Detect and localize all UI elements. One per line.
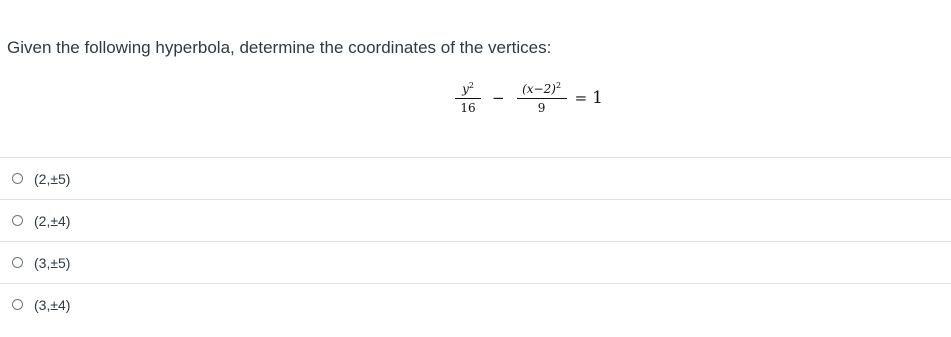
hyperbola-equation	[455, 76, 603, 120]
radio-button-icon[interactable]	[12, 173, 23, 184]
numerator-variable: y	[462, 82, 469, 96]
fraction-term-1	[455, 82, 481, 114]
answer-option-1[interactable]	[0, 157, 951, 199]
numerator-exponent: 2	[468, 81, 474, 90]
fraction-term-2-denominator: 9	[537, 101, 546, 115]
answer-option-2[interactable]	[0, 199, 951, 241]
fraction-term-2	[517, 82, 567, 114]
radio-button-icon[interactable]	[12, 257, 23, 268]
answer-option-3[interactable]	[0, 241, 951, 283]
equation-rhs: 1	[592, 88, 603, 108]
fraction-term-1-denominator: 16	[460, 101, 476, 115]
minus-operator: −	[492, 89, 505, 107]
question-text: Given the following hyperbola, determine the coordinates of the vertices:	[7, 38, 552, 57]
answer-option-4[interactable]	[0, 283, 951, 325]
fraction-term-1-numerator	[460, 82, 476, 98]
answer-label: (3,±5)	[34, 254, 71, 271]
answer-label: (2,±5)	[34, 170, 71, 187]
radio-button-icon[interactable]	[12, 215, 23, 226]
equals-sign: =	[574, 89, 588, 107]
numerator-exponent: 2	[555, 81, 562, 90]
fraction-term-2-numerator	[520, 82, 563, 98]
numerator-base: (x−2)	[522, 82, 556, 96]
answer-list	[0, 157, 951, 325]
radio-button-icon[interactable]	[12, 299, 23, 310]
answer-label: (3,±4)	[34, 296, 71, 313]
answer-label: (2,±4)	[34, 212, 71, 229]
